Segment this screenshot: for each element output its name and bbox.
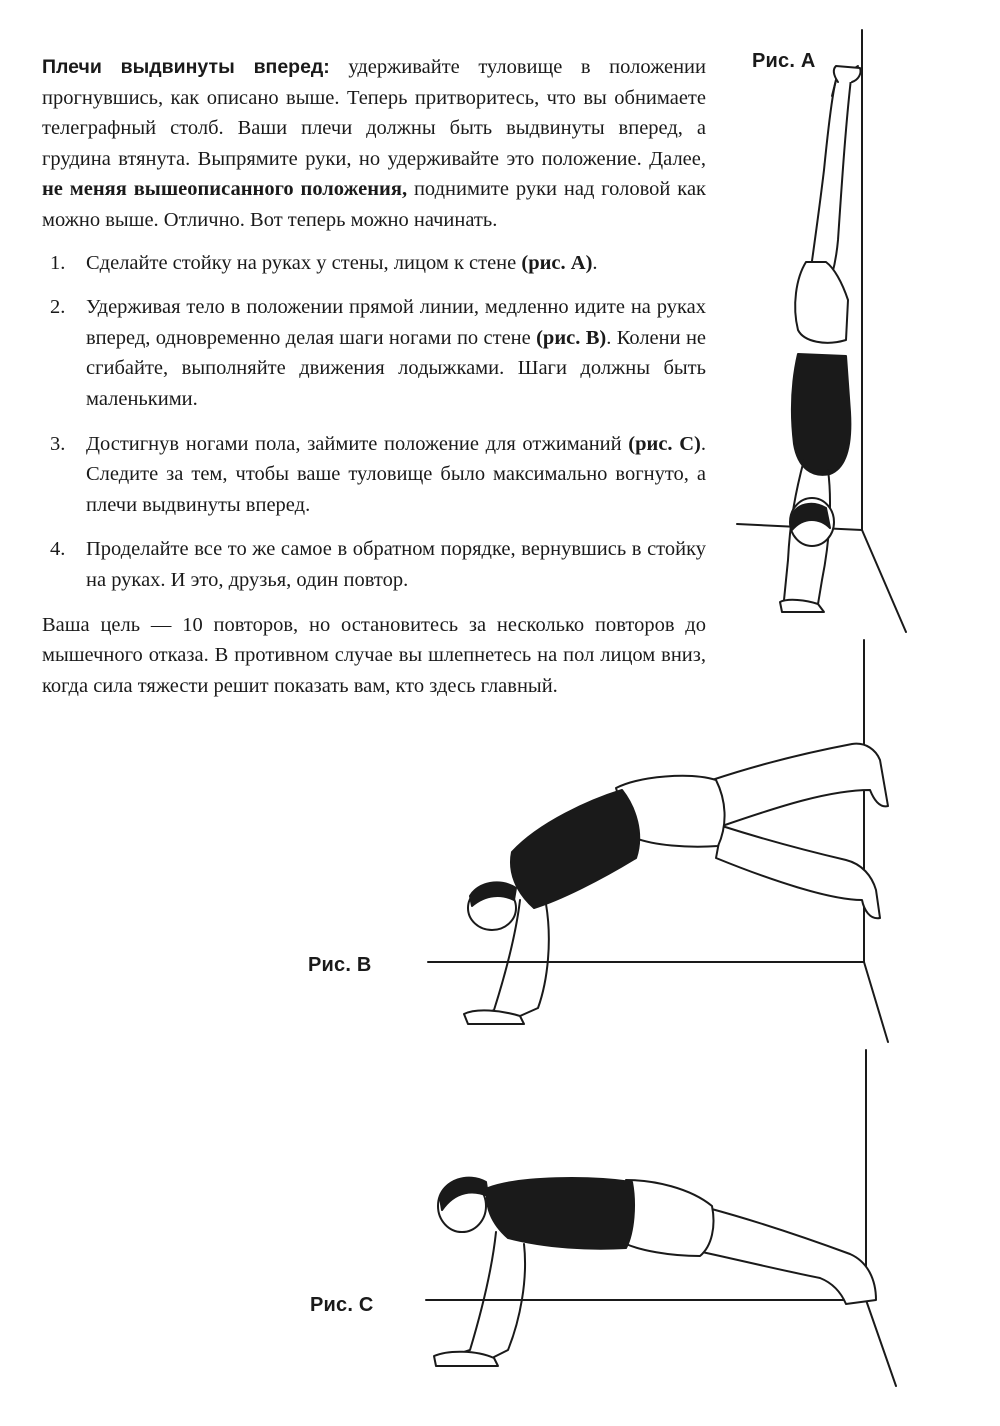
hands — [434, 1352, 498, 1366]
wall-corner-line — [862, 530, 906, 632]
figure-reference: (рис. А) — [521, 251, 593, 274]
upper-leg — [712, 744, 888, 826]
feet — [834, 66, 861, 82]
figure-c-illustration — [426, 1050, 896, 1386]
figure-b-label: Рис. В — [308, 954, 372, 976]
step-text: Удерживая тело в положении прямой линии, медленно идите на руках вперед, одновременно делая шаги ногами по стене — [86, 296, 706, 349]
figure-c-label: Рис. С — [310, 1294, 374, 1316]
figure-a-label: Рис. А — [752, 50, 816, 72]
figure-b-illustration — [428, 640, 888, 1042]
intro-lead: Плечи выдвинуты вперед: — [42, 56, 330, 78]
step-number: 1. — [50, 251, 66, 274]
wall-corner-line — [866, 1300, 896, 1386]
step-text-end: . Следите за тем, чтобы ваше туловище было максимально вогнуто, а плечи выдвинуты вперед. — [86, 432, 706, 516]
hands — [464, 1010, 524, 1024]
shorts — [626, 1180, 714, 1256]
step-text: Сделайте стойку на руках у стены, лицом к стене — [86, 251, 522, 274]
wall-corner-line — [864, 962, 888, 1042]
step-text-end: . — [592, 251, 598, 274]
intro-part1: удерживайте туловище в положении прогнувшись, как описано выше. Теперь притворитесь, что вы обнимаете телеграфный столб. Ваши плечи должны быть выдвинуты вперед, а грудина втянута. Выпрямите руки, но удерживайте это положение. Далее, — [42, 56, 706, 170]
step-number: 2. — [50, 296, 66, 319]
torso-shirt — [792, 354, 850, 475]
step-text-end: . Колени не сгибайте, выполняйте движения лодыжками. Шаги должны быть маленькими. — [86, 326, 707, 410]
torso-shirt — [487, 1178, 634, 1249]
figure-reference: (рис. С) — [628, 432, 701, 455]
step-number: 4. — [50, 538, 66, 561]
outro-paragraph: Ваша цель — 10 повторов, но остановитесь за несколько повторов до мышечного отказа. В противном случае вы шлепнетесь на пол лицом вниз, когда сила тяжести решит показать вам, кто здесь главный. — [42, 613, 706, 697]
torso-shirt — [511, 790, 639, 908]
legs — [702, 1208, 876, 1304]
hips — [795, 262, 848, 343]
legs — [808, 70, 852, 292]
figure-a-illustration — [737, 30, 906, 632]
intro-part2: поднимите руки над головой как можно выше. Отлично. Вот теперь можно начинать. — [42, 178, 706, 231]
step-text: Проделайте все то же самое в обратном порядке, вернувшись в стойку на руках. И это, друзья, один повтор. — [86, 538, 706, 591]
step-text: Достигнув ногами пола, займите положение для отжиманий — [86, 432, 629, 455]
step-number: 3. — [50, 432, 66, 455]
figure-reference: (рис. В) — [536, 326, 607, 349]
lower-leg — [716, 826, 880, 918]
intro-bold: не меняя вышеописанного положения, — [42, 178, 408, 201]
